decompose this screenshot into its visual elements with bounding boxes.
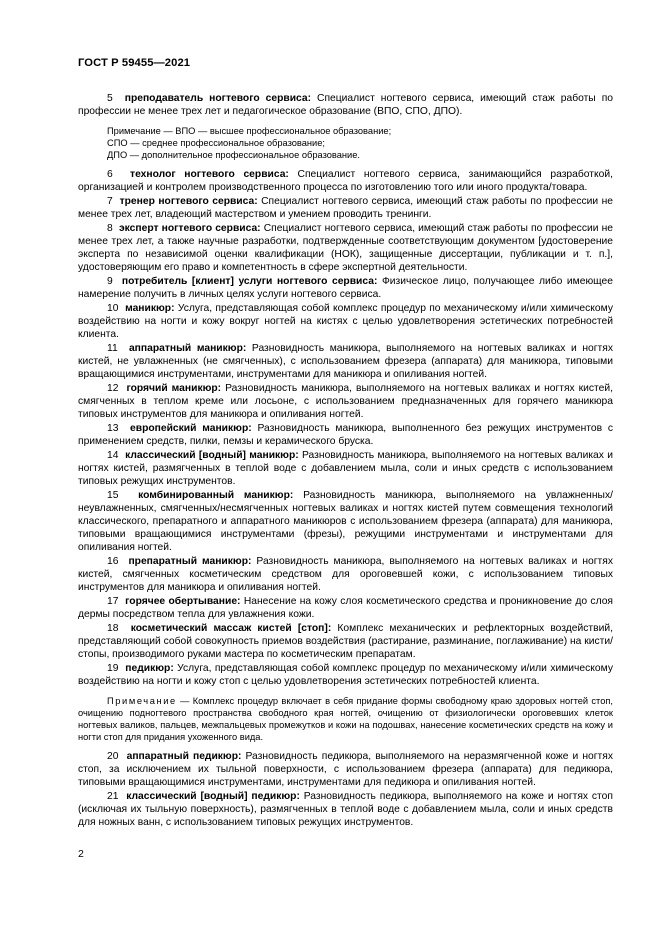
note-text: — Комплекс процедур включает в себя придание формы свободному краю здоровых ногтей стоп, очищению подногтевого пространства свободного края ногтей, очищению от физиологически ороговевших клеток ногтевых валиков, пальцев, межпальцевых промежутков и кожи на подошвах, нанесение косметических средств на кожу и ногти стоп для придания ухоженного вида. — [78, 696, 613, 742]
entry-text: Разновидность маникюра, выполняемого на ногтевых валиках и ногтях кистей, смягченных косметическим средством для ороговевшей кожи, с использованием типовых инструментов для маникюра и опиливания ногтей. — [78, 556, 613, 593]
entry-term: маникюр: — [125, 303, 175, 314]
entry-number: 17 — [107, 596, 119, 607]
entry-text: Специалист ногтевого сервиса, занимающийся разработкой, организацией и контролем производственного процесса по изготовлению того или иного продукта/товара. — [78, 169, 613, 193]
entry-number: 16 — [107, 556, 119, 567]
entry-9 — [78, 275, 613, 301]
entry-number: 18 — [107, 623, 119, 634]
entry-14 — [78, 449, 613, 488]
entry-text: Услуга, представляющая собой комплекс процедур по механическому и/или химическому воздействию на ногти и кожу стоп с целью удовлетворения эстетических потребностей клиента. — [78, 663, 613, 687]
note-1-line-3: ДПО — дополнительное профессиональное образование. — [107, 150, 360, 160]
entry-term: аппаратный маникюр: — [128, 343, 247, 354]
entry-term: горячее обертывание: — [125, 596, 241, 607]
entry-19 — [78, 662, 613, 688]
entry-11 — [78, 342, 613, 381]
entry-number: 10 — [107, 303, 119, 314]
entry-term: эксперт ногтевого сервиса: — [118, 223, 261, 234]
entry-text: Разновидность маникюра, выполняемого на ногтевых валиках и ногтях кистей, размягченных в теплой воде с добавлением мыла, соли и иных средств с использованием типовых режущих инструментов. — [78, 450, 613, 487]
note-label: Примечание — [107, 126, 161, 136]
entry-term: косметический массаж кистей [стоп]: — [130, 623, 332, 634]
entry-number: 19 — [107, 663, 119, 674]
entry-8 — [78, 222, 613, 274]
entry-term: препаратный маникюр: — [128, 556, 252, 567]
note-1-line-2: СПО — среднее профессиональное образование; — [107, 138, 325, 148]
entry-7 — [78, 195, 613, 221]
entry-15 — [78, 489, 613, 554]
entry-text: Комплекс механических и рефлекторных воздействий, представляющий собой совокупность приемов воздействия (растирание, разминание, поглаживание) на кисти/стопы, производимого руками мастера по косметическим препаратам. — [78, 623, 613, 660]
note-1-line-1: Примечание — ВПО — высшее профессиональное образование; — [107, 126, 392, 136]
entry-number: 12 — [107, 383, 119, 394]
entry-6 — [78, 168, 613, 194]
entry-text: Разновидность педикюра, выполняемого на коже и ногтях стоп (исключая их тыльную поверхность), размягченных в теплой воде с добавлением мыла, соли и иных средств для ножных ванн, с использованием типовых режущих инструментов. — [78, 791, 613, 828]
entry-term: педикюр: — [125, 663, 174, 674]
note-2 — [78, 695, 613, 743]
entry-term: технолог ногтевого сервиса: — [130, 169, 289, 180]
entry-term: комбинированный маникюр: — [138, 490, 294, 501]
entry-10 — [78, 302, 613, 341]
entry-number: 8 — [107, 223, 113, 234]
entry-text: Физическое лицо, получающее либо имеющее намерение получить в личных целях услуги ногтевого сервиса. — [78, 276, 613, 300]
entry-number: 7 — [107, 196, 113, 207]
entry-term: потребитель [клиент] услуги ногтевого сервиса: — [121, 276, 378, 287]
entry-term: преподаватель ногтевого сервиса: — [124, 93, 312, 104]
note-label: Примечание — [107, 696, 177, 706]
entry-number: 9 — [107, 276, 113, 287]
entry-term: горячий маникюр: — [126, 383, 222, 394]
standard-header: ГОСТ Р 59455—2021 — [78, 57, 191, 69]
entry-text: Услуга, представляющая собой комплекс процедур по механическому и/или химическому воздействию на ногти и кожу вокруг ногтей на кистях с целью удовлетворения эстетических потребностей клиента. — [78, 303, 613, 340]
entry-20 — [78, 750, 613, 789]
entry-number: 15 — [107, 490, 119, 501]
entry-number: 14 — [107, 450, 119, 461]
document-body — [78, 92, 613, 829]
entry-13 — [78, 422, 613, 448]
entry-18 — [78, 622, 613, 661]
entry-text: Разновидность маникюра, выполненного без режущих инструментов с применением средств, пилки, пемзы и керамического бруска. — [78, 423, 613, 447]
entry-text: Разновидность маникюра, выполняемого на ногтевых валиках и ногтях кистей, не увлажненных (не смягченных), с использованием фрезера (аппарата) для маникюра, типовыми вращающимися инструментами, инструментами для маникюра и опиливания ногтей. — [78, 343, 613, 380]
entry-text: Специалист ногтевого сервиса, имеющий стаж работы по профессии не менее трех лет, владеющий мастерством и умением проводить тренинги. — [78, 196, 613, 220]
entry-number: 11 — [107, 343, 118, 354]
entry-term: тренер ногтевого сервиса: — [119, 196, 258, 207]
entry-12 — [78, 382, 613, 421]
entry-17 — [78, 595, 613, 621]
entry-number: 13 — [107, 423, 119, 434]
entry-number: 6 — [107, 169, 113, 180]
entry-term: европейский маникюр: — [130, 423, 252, 434]
page-number: 2 — [78, 848, 84, 860]
entry-text: Специалист ногтевого сервиса, имеющий стаж работы по профессии не менее трех лет, а также научные разработки, подтвержденные соответствующим документом [удостоверение эксперта по независимой оценки квалификации (НОК), защищенные диссертации, публикации и т. п.], удостоверяющим его право и компетентность в сфере экспертной деятельности. — [78, 223, 613, 273]
entry-21 — [78, 790, 613, 829]
entry-term: классический [водный] педикюр: — [126, 791, 300, 802]
entry-text: Разновидность маникюра, выполняемого на ногтевых валиках и ногтях кистей, смягченных в теплом креме или лосьоне, с использованием предназначенных для горячего маникюра типовых инструментов для маникюра и опиливания ногтей. — [78, 383, 614, 420]
entry-text: Разновидность маникюра, выполняемого на увлажненных/неувлажненных, смягченных/несмягченных ногтевых валиках и ногтях кистей путем совмещения технологий классического, препаратного и аппаратного маникюров с использованием фрезера (аппарата) для маникюра, типовыми вращающимися инструментами (фрезы), режущими инструментами и инструментами для опиливания ногтей. — [78, 490, 613, 553]
entry-text: Разновидность педикюра, выполняемого на неразмягченной коже и ногтях стоп, за исключением их тыльной поверхности, с использованием фрезера (аппарата) для педикюра, типовыми вращающимися инструментами, инструментами для педикюра и опиливания ногтей. — [78, 751, 613, 788]
entry-number: 20 — [107, 751, 119, 762]
entry-text: Специалист ногтевого сервиса, имеющий стаж работы по профессии не менее трех лет и педагогическое образование (ВПО, СПО, ДПО). — [78, 93, 613, 117]
entry-term: аппаратный педикюр: — [126, 751, 242, 762]
entry-text: Нанесение на кожу слоя косметического средства и проникновение до слоя дермы посредством тепла для увлажнения кожи. — [78, 596, 613, 620]
entry-number: 5 — [107, 93, 113, 104]
entry-number: 21 — [107, 791, 119, 802]
entry-16 — [78, 555, 613, 594]
entry-term: классический [водный] маникюр: — [125, 450, 299, 461]
entry-5 — [78, 92, 613, 118]
